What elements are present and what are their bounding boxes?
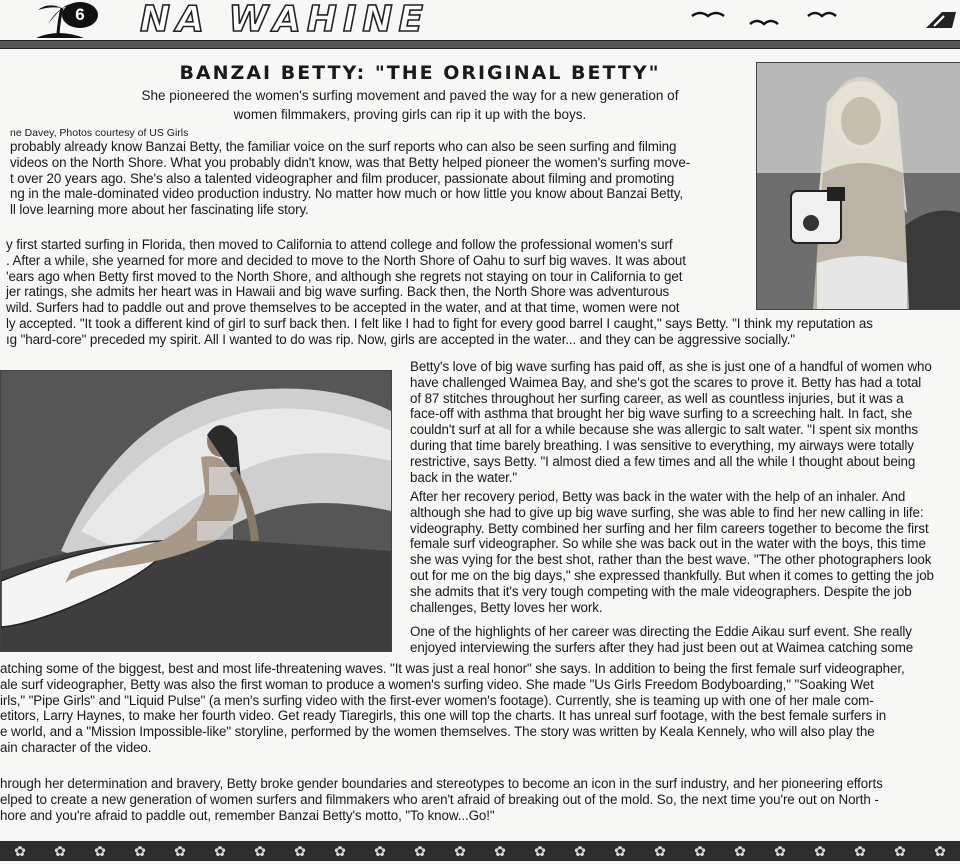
subtitle-line: She pioneered the women's surfing movement and paved the way for a new generation of: [141, 88, 679, 103]
turtle-icon: ✿: [574, 842, 586, 859]
paragraph-videos: atching some of the biggest, best and most life-threatening waves. "It was just a real honor" she says. In addition to being the first female surf videographer, ale surf videographer, Betty was also the first woman to produce a women's surfing video. She made "Us Girls Freedom Bodyboarding," "Soaking Wet irls," "Pipe Girls" and "Liquid Pulse" (a men's surfing video with the first-ever women's footage). Currently, she is teaming up with one of her male com- etitors, Larry Haynes, to make her fourth video. Get ready Tiaregirls, this one will top the charts. It has unreal surf footage, with the best female surfers in e world, and a "Mission Impossible-like" storyline, performed by the women themselves. The story was written by Keala Kennely, who will also play the ain character of the video.: [0, 661, 905, 755]
turtle-icon: ✿: [694, 842, 706, 859]
bird-icon: [690, 6, 850, 30]
turtle-icon: ✿: [414, 842, 426, 859]
decorative-turtle-border: [0, 841, 960, 861]
turtle-icon: ✿: [894, 842, 906, 859]
paragraph-highlights: One of the highlights of her career was directing the Eddie Aikau surf event. She really enjoyed interviewing the surfers after they had just been out at Waimea catching some: [410, 624, 914, 655]
paragraph-conclusion: hrough her determination and bravery, Betty broke gender boundaries and stereotypes to become an icon in the surf industry, and her pioneering efforts elped to create a new generation of women surfers and filmmakers who aren't afraid of breaking out of the mold. So, the next time you're out on North - hore and you're afraid to paddle out, remember Banzai Betty's motto, "To know...Go!": [0, 776, 883, 823]
turtle-icon: ✿: [294, 842, 306, 859]
surfing-photo: [0, 370, 392, 652]
paragraph-big-wave: Betty's love of big wave surfing has paid off, as she is just one of a handful of women who have challenged Waimea Bay, and she's got the scares to prove it. Betty has had a total of 87 stitches throughout her surfing career, as well as countless injuries, but it was a face-off with asthma that brought her big wave surfing to a screeching halt. In fact, she couldn't surf at all for a while because she was allergic to salt water. "I spent six months during that time barely breathing. I was sensitive to everything, my airways were totally restrictive, says Betty. "I almost died a few times and all the while I thought about being back in the water.": [410, 359, 932, 485]
turtle-icon: ✿: [614, 842, 626, 859]
turtle-icon: ✿: [174, 842, 186, 859]
turtle-icon: ✿: [814, 842, 826, 859]
turtle-icon: ✿: [774, 842, 786, 859]
turtle-icon: ✿: [374, 842, 386, 859]
turtle-icon: ✿: [934, 842, 946, 859]
article-title: BANZAI BETTY: "THE ORIGINAL BETTY": [179, 62, 661, 84]
turtle-icon: ✿: [254, 842, 266, 859]
paragraph-early-career: y first started surfing in Florida, then moved to California to attend college and follow the professional women's surf . After a while, she yearned for more and decided to move to the North Shore of Oahu to surf big waves. It was about 'ears ago when Betty first moved to the North Shore, and although she regrets not staying on tour in California to get jer ratings, she admits her heart was in Hawaii and big wave surfing. Back then, the North Shore was adventurous wild. Surfers had to paddle out and prove themselves to be accepted in the water, and at that time, women were not ly accepted. "It took a different kind of girl to surf back then. I felt like I had to fight for every good barrel I caught," says Betty. "I think my reputation as ıg "hard-core" preceded my spirit. All I wanted to do was rip. Now, girls are accepted in the water... and they can be aggressive socially.": [6, 237, 873, 347]
turtle-icon: ✿: [454, 842, 466, 859]
turtle-icon: ✿: [494, 842, 506, 859]
turtle-icon: ✿: [854, 842, 866, 859]
logo-fragment-icon: [922, 8, 960, 32]
photo-credit: ne Davey, Photos courtesy of US Girls: [10, 127, 189, 139]
turtle-icon: ✿: [94, 842, 106, 859]
paragraph-recovery: After her recovery period, Betty was back in the water with the help of an inhaler. And although she had to give up big wave surfing, she was able to find her new calling in life: videography. Betty combined her surfing and her film careers together to become the first female surf videographer. So while she was back out in the water with the boys, this time she was vying for the best shot, rather than the best wave. "The other photographers look out for me on the big days," she expressed thankfully. But when it comes to getting the job she admits that it's very tough competing with the male videographers. Despite the job challenges, Betty loves her work.: [410, 489, 934, 615]
article-subtitle: [100, 86, 720, 124]
turtle-icon: ✿: [14, 842, 26, 859]
turtle-icon: ✿: [134, 842, 146, 859]
turtle-icon: ✿: [534, 842, 546, 859]
turtle-icon: ✿: [334, 842, 346, 859]
header-rule: [0, 40, 960, 49]
turtle-icon: ✿: [734, 842, 746, 859]
masthead-title: NA WAHINE: [140, 0, 430, 40]
turtle-icon: ✿: [214, 842, 226, 859]
page-header: [0, 0, 960, 50]
turtle-icon: ✿: [54, 842, 66, 859]
page-number: 6: [62, 2, 98, 28]
subtitle-line: women filmmakers, proving girls can rip it up with the boys.: [233, 107, 587, 122]
paragraph-intro: probably already know Banzai Betty, the familiar voice on the surf reports who can also be seen surfing and filming videos on the North Shore. What you probably didn't know, was that Betty helped pioneer the women's surfing move- t over 20 years ago. She's also a talented videographer and film producer, passionate about filming and promoting ng in the male-dominated video production industry. No matter how much or how little you know about Banzai Betty, ll love learning more about her fascinating life story.: [10, 139, 691, 218]
turtle-icon: ✿: [654, 842, 666, 859]
